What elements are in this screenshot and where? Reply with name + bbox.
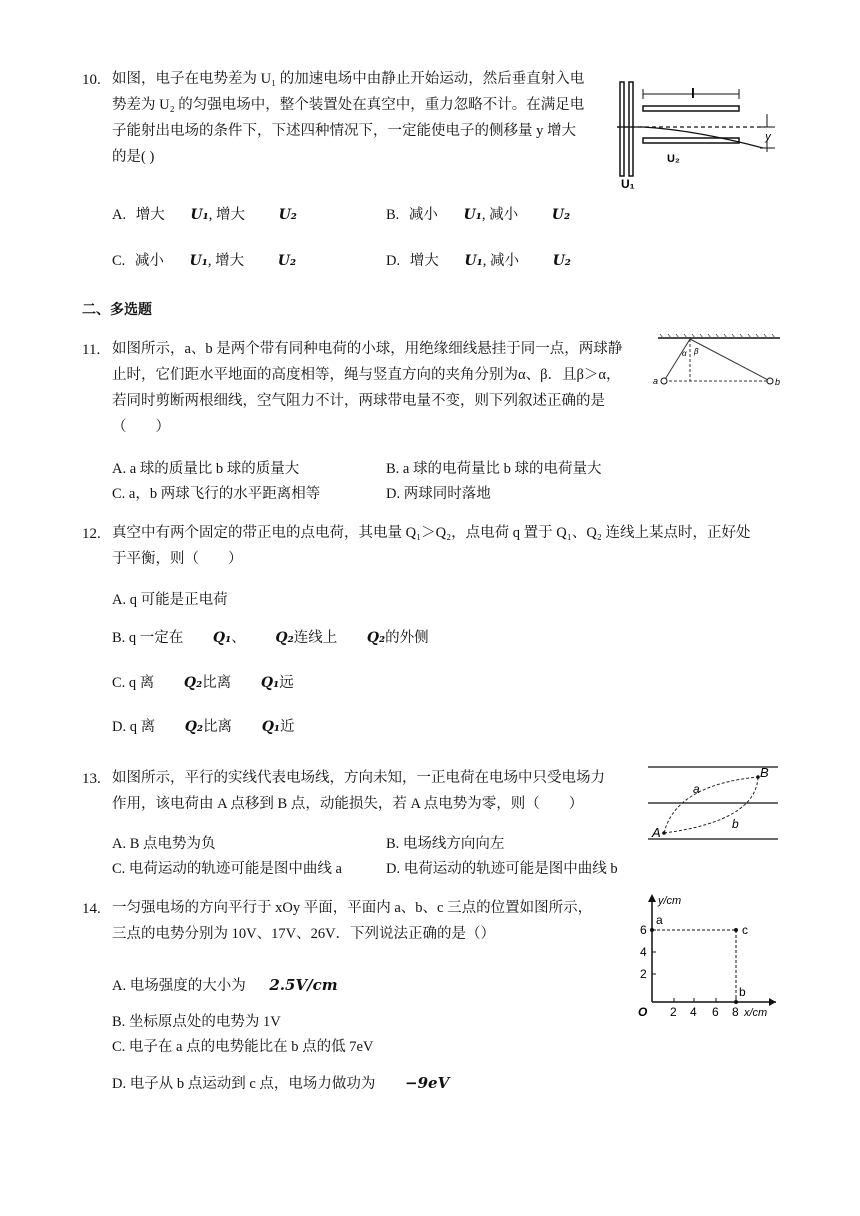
q13-number: 13. (82, 771, 101, 787)
q10-number: 10. (82, 72, 101, 88)
option-label: A. (112, 207, 127, 223)
q11-option-d[interactable]: D. 两球同时落地 (386, 486, 491, 502)
q14-fig-point-b: b (739, 985, 746, 999)
q12-option-a[interactable]: A. q 可能是正电荷 (112, 592, 228, 608)
math-u2: U₂ (551, 207, 571, 223)
q11-stem-line: 若同时剪断两根细线，空气阻力不计，两球带电量不变，则下列叙述正确的是 (112, 393, 605, 409)
q10-fig-label-u1: U₁ (621, 177, 635, 190)
option-text: 比离 (203, 719, 233, 735)
option-text: 连线上 (293, 630, 338, 646)
option-text: , 增大 (208, 207, 245, 223)
q13-stem (112, 765, 642, 817)
q14-fig-xtick: 8 (732, 1005, 739, 1018)
q10-fig-label-l: l (691, 85, 695, 101)
q14-fig-ytick: 4 (640, 945, 647, 959)
q11-stem-line: （ ） (112, 419, 170, 435)
math-q2: Q₂ (184, 719, 204, 735)
option-text: , 减小 (482, 253, 519, 269)
q12-option-c[interactable] (112, 671, 294, 692)
math-field-strength: 2.5V/cm (269, 976, 338, 994)
math-q1: Q₁ (212, 630, 232, 646)
option-text: D. q 离 (112, 719, 156, 735)
q11-option-b[interactable]: B. a 球的电荷量比 b 球的电荷量大 (386, 461, 602, 477)
q11-option-a[interactable]: A. a 球的质量比 b 球的质量大 (112, 461, 300, 477)
q10-fig-label-u2: U₂ (667, 153, 680, 165)
math-work: −9eV (405, 1074, 450, 1092)
q10-option-a[interactable] (112, 203, 297, 224)
q14-stem-line: 一匀强电场的方向平行于 xOy 平面，平面内 a、b、c 三点的位置如图所示， (112, 900, 593, 916)
q14-fig-xtick: 4 (690, 1005, 697, 1018)
math-u1: U₁ (464, 253, 483, 269)
q10-stem-line: 子能射出电场的条件下，下述四种情况下，一定能使电子的侧移量 y 增大 (112, 123, 576, 139)
math-u1: U₁ (190, 207, 209, 223)
math-q1: Q₁ (261, 719, 281, 735)
q10-fig-label-y: y (765, 131, 771, 143)
math-q2: Q₂ (366, 630, 386, 646)
option-label: D. (386, 253, 401, 269)
option-text: 、 (231, 630, 246, 646)
q14-fig-point-c: c (742, 923, 748, 937)
q13-option-b[interactable]: B. 电场线方向向左 (386, 836, 505, 852)
q12-stem-line: 真空中有两个固定的带正电的点电荷，其电量 Q₁＞Q₂，点电荷 q 置于 Q₁、Q₂ 连线上某点时，正好处 (112, 525, 751, 541)
q13-stem-line: 如图所示，平行的实线代表电场线，方向未知，一正电荷在电场中只受电场力 (112, 770, 605, 786)
q10-option-d[interactable] (386, 249, 571, 270)
q10-option-c[interactable] (112, 249, 296, 270)
q11-fig-beta: β (694, 347, 699, 356)
option-text: 增大 (409, 253, 439, 269)
q14-fig-origin: O (638, 1005, 648, 1018)
math-q2: Q₂ (183, 675, 203, 691)
q13-figure-field-lines (646, 757, 780, 845)
q14-fig-ytick: 6 (640, 923, 647, 937)
option-text: 增大 (135, 207, 165, 223)
q14-fig-xtick: 2 (670, 1005, 677, 1018)
q14-fig-ytick: 2 (640, 967, 647, 981)
q11-stem (112, 336, 652, 440)
q11-fig-b: b (775, 377, 781, 387)
q14-stem-line: 三点的电势分别为 10V、17V、26V．下列说法正确的是（） (112, 926, 496, 942)
q11-fig-alpha: α (682, 349, 687, 358)
q11-fig-a: a (653, 376, 659, 386)
q14-option-a[interactable] (112, 974, 338, 995)
math-u2: U₂ (552, 253, 571, 269)
q11-stem-line: 如图所示，a、b 是两个带有同种电荷的小球，用绝缘细线悬挂于同一点，两球静 (112, 341, 623, 357)
math-q2: Q₂ (275, 630, 294, 646)
q14-option-c[interactable]: C. 电子在 a 点的电势能比在 b 点的低 7eV (112, 1039, 374, 1055)
option-text: 近 (280, 719, 295, 735)
option-text: 的外侧 (385, 630, 429, 646)
option-text: D. 电子从 b 点运动到 c 点，电场力做功为 (112, 1076, 376, 1092)
q13-fig-A: A (652, 825, 661, 840)
q13-stem-line: 作用，该电荷由 A 点移到 B 点，动能损失，若 A 点电势为零，则（ ） (112, 796, 584, 812)
q12-stem-line: 于平衡，则（ ） (112, 551, 243, 567)
section-heading: 二、多选题 (82, 301, 152, 317)
q10-stem-line: 如图，电子在电势差为 U₁ 的加速电场中由静止开始运动，然后垂直射入电 (112, 71, 585, 87)
q12-option-b[interactable] (112, 626, 429, 647)
math-u2: U₂ (278, 207, 297, 223)
q10-stem-line: 势差为 U₂ 的匀强电场中，整个装置处在真空中，重力忽略不计。在满足电 (112, 97, 585, 113)
q12-stem (112, 520, 792, 572)
q14-option-d[interactable] (112, 1072, 449, 1093)
option-label: C. (112, 253, 126, 269)
q11-figure-hanging-balls (652, 332, 784, 392)
option-text: B. q 一定在 (112, 630, 184, 646)
q14-stem (112, 895, 632, 947)
option-text: C. q 离 (112, 675, 155, 691)
option-text: , 增大 (207, 253, 245, 269)
q13-option-c[interactable]: C. 电荷运动的轨迹可能是图中曲线 a (112, 861, 342, 877)
option-text: , 减小 (481, 207, 519, 223)
q10-stem (112, 66, 612, 170)
option-text: 远 (279, 675, 294, 691)
q14-fig-ylabel: y/cm (658, 895, 682, 907)
option-text: 减小 (134, 253, 164, 269)
math-u1: U₁ (463, 207, 482, 223)
q12-option-d[interactable] (112, 715, 295, 736)
option-text: A. 电场强度的大小为 (112, 978, 246, 994)
q11-number: 11. (82, 342, 101, 358)
q10-option-b[interactable] (386, 203, 570, 224)
option-text: 比离 (202, 675, 232, 691)
q13-fig-B: B (760, 765, 769, 780)
q13-fig-a: a (693, 782, 700, 796)
q14-fig-xtick: 6 (712, 1005, 719, 1018)
q14-fig-xlabel: x/cm (744, 1007, 768, 1018)
q10-figure-deflection-apparatus (615, 78, 785, 190)
math-u1: U₁ (189, 253, 208, 269)
q11-option-c[interactable]: C. a，b 两球飞行的水平距离相等 (112, 486, 321, 502)
q14-fig-point-a: a (656, 913, 663, 927)
q13-option-d[interactable]: D. 电荷运动的轨迹可能是图中曲线 b (386, 861, 618, 877)
math-q1: Q₁ (260, 675, 280, 691)
q14-figure-coordinate-plane (628, 890, 780, 1018)
q13-option-a[interactable]: A. B 点电势为负 (112, 836, 216, 852)
option-text: 减小 (408, 207, 438, 223)
q11-stem-line: 止时，它们距水平地面的高度相等，绳与竖直方向的夹角分别为α、β．且β＞α， (112, 367, 621, 383)
math-u2: U₂ (277, 253, 297, 269)
q13-fig-b: b (732, 817, 739, 831)
option-label: B. (386, 207, 400, 223)
q10-stem-line: 的是( ) (112, 149, 155, 165)
q14-number: 14. (82, 901, 101, 917)
q12-number: 12. (82, 526, 101, 542)
q14-option-b[interactable]: B. 坐标原点处的电势为 1V (112, 1014, 281, 1030)
